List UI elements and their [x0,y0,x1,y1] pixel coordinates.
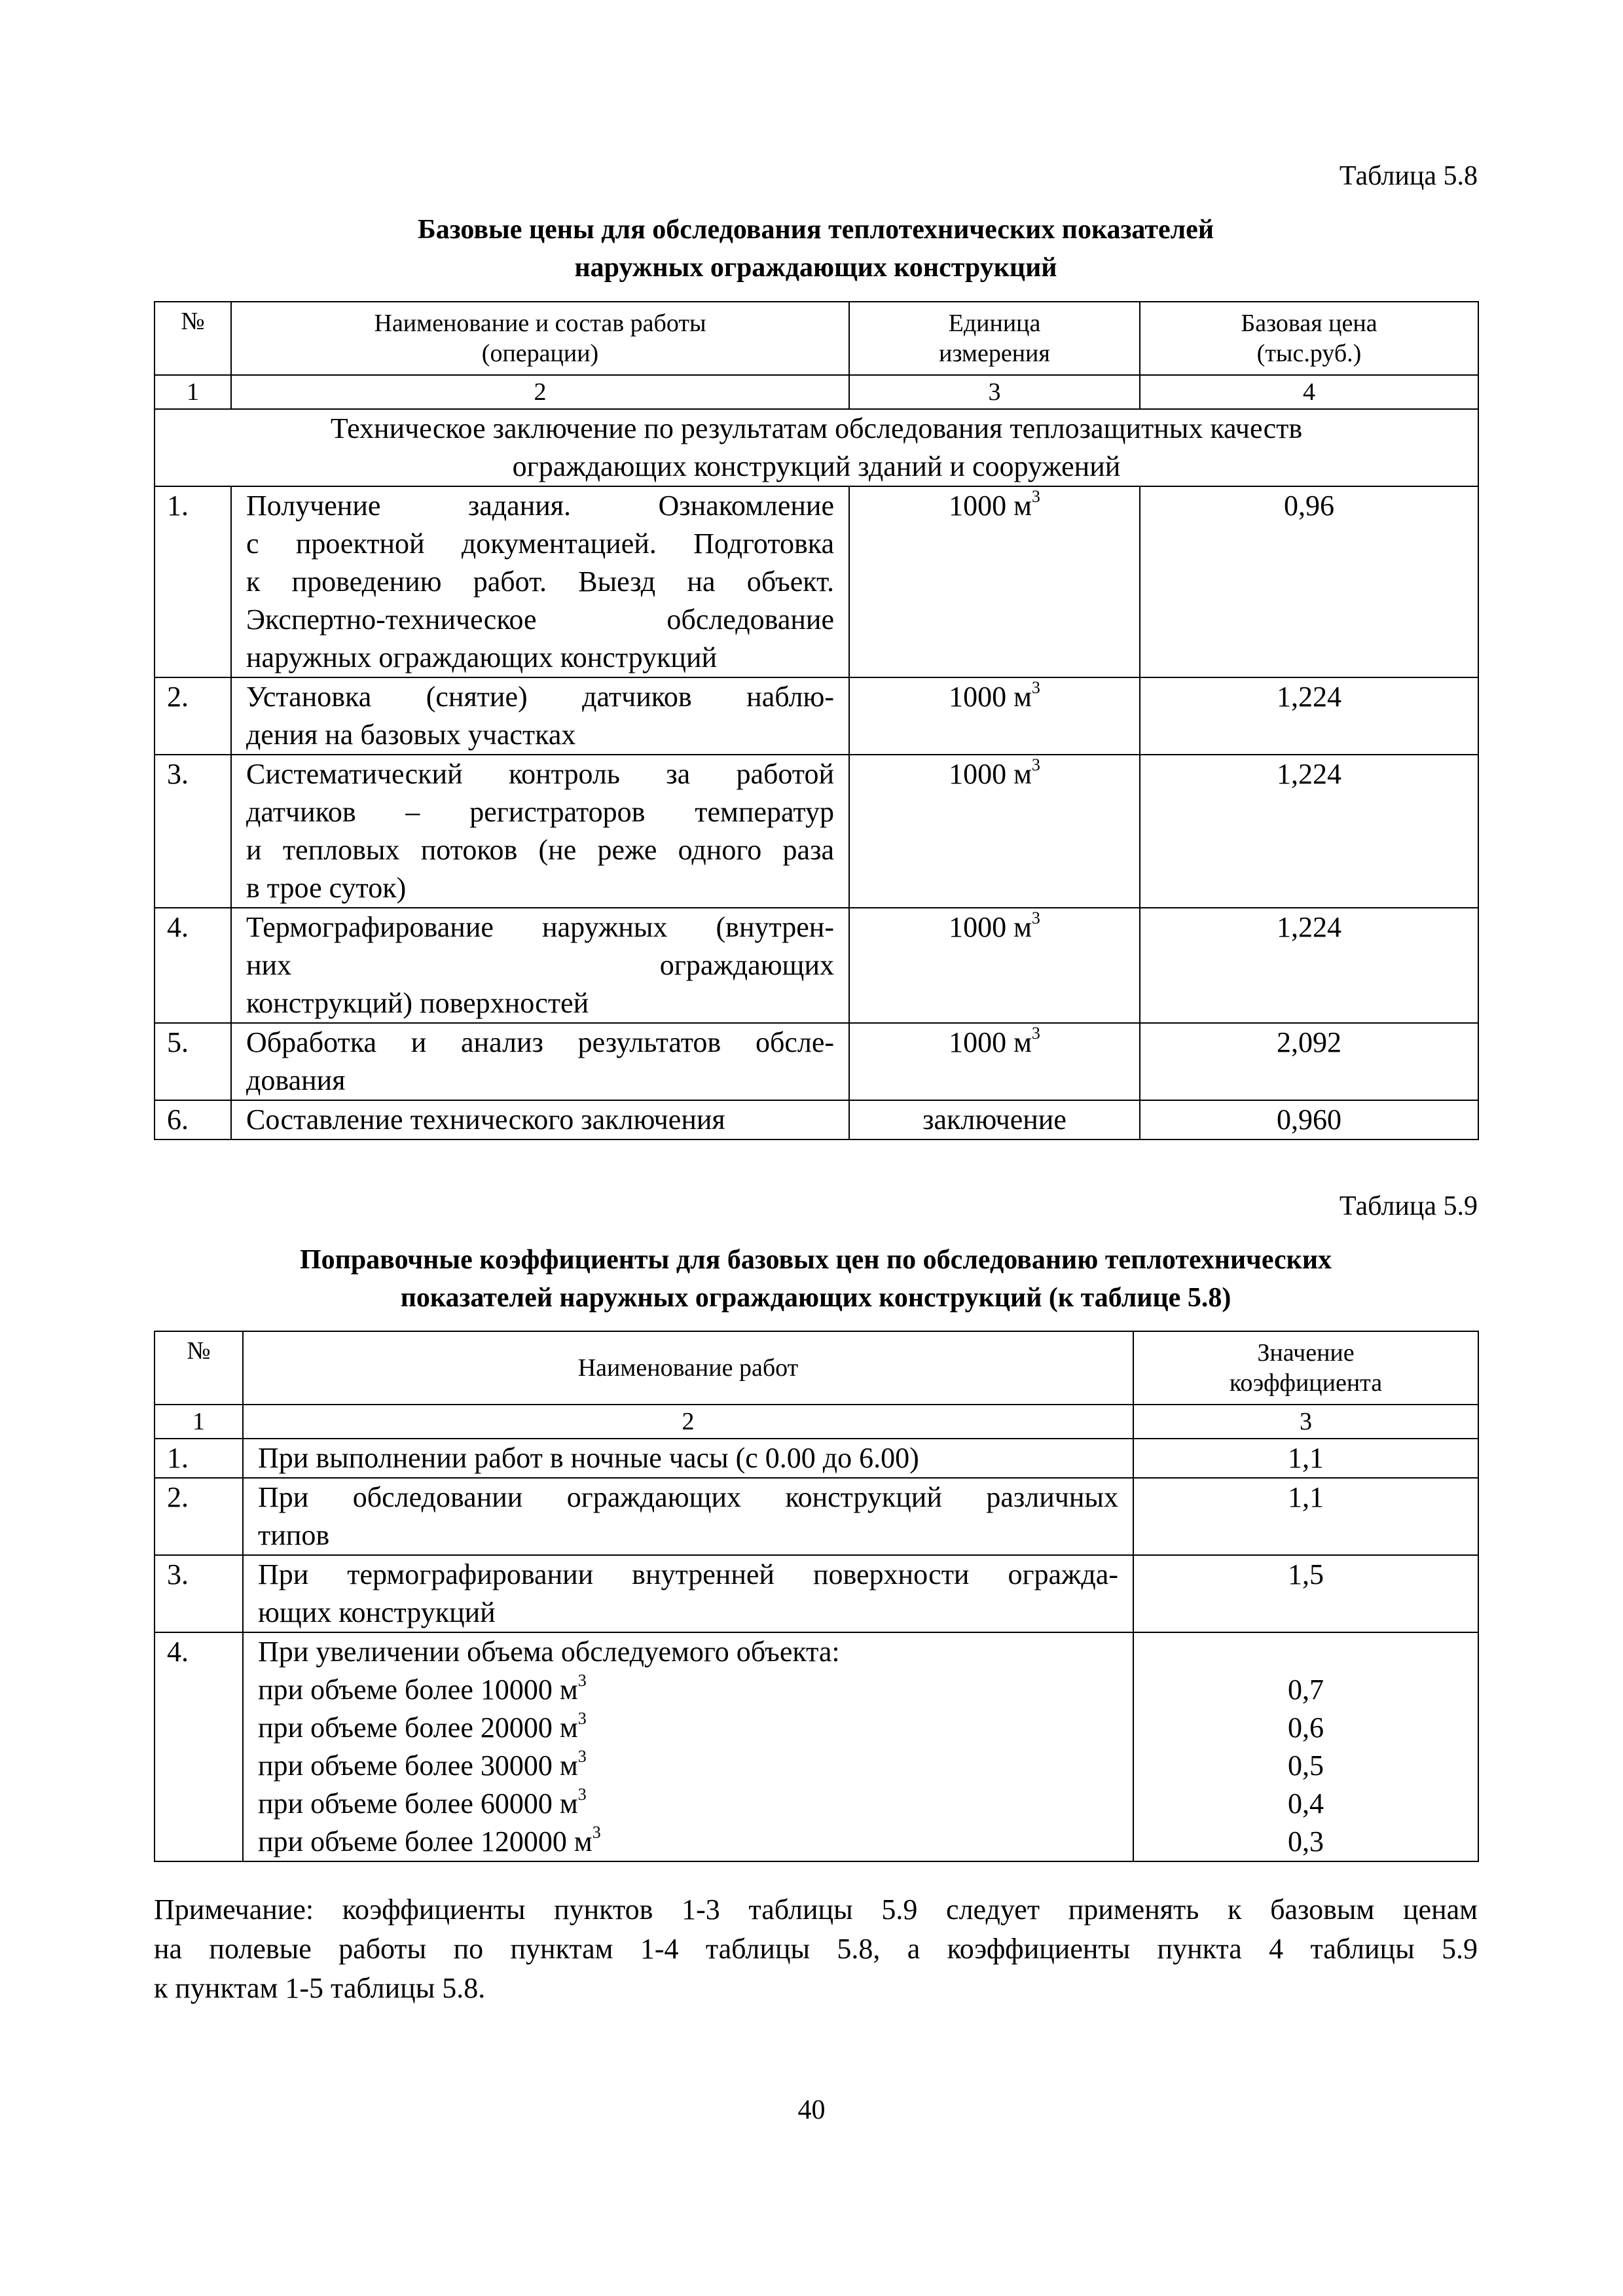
row-unit: заключение [849,1100,1140,1139]
row-description: Систематический контроль за работой датчиков – регистраторов температур и тепловых потоков (не реже одного раза в трое суток) [231,755,849,908]
row-number: 2. [155,1478,243,1555]
row-value: 1,1 [1133,1478,1478,1555]
row-price: 2,092 [1140,1023,1478,1100]
column-number: 2 [231,375,849,409]
section-row [155,409,1478,486]
table-5-9-title: Поправочные коэффициенты для базовых цен по обследованию теплотехнических показателей наружных ограждающих конструкций (к таблице 5.8) [299,1245,1332,1313]
row-description: При обследовании ограждающих конструкций различных типов [243,1478,1133,1555]
table-row [155,1555,1478,1632]
row-description: Термографирование наружных (внутрен- них ограждающих конструкций) поверхностей [231,908,849,1023]
header-unit: Единица измерения [849,302,1140,375]
table-5-8-label: Таблица 5.8 [1339,161,1478,191]
row-price: 1,224 [1140,755,1478,908]
row-price: 1,224 [1140,908,1478,1023]
column-number-row [155,1405,1478,1439]
page-number: 40 [797,2095,826,2125]
row-description: Установка (снятие) датчиков наблю- дения на базовых участках [231,677,849,755]
column-number: 3 [849,375,1140,409]
row-number: 4. [155,908,231,1023]
table-row [155,1100,1478,1139]
row-value: 1,5 [1133,1555,1478,1632]
header-name: Наименование и состав работы (операции) [231,302,849,375]
table-row [155,908,1478,1023]
header-name: Наименование работ [243,1331,1133,1405]
row-unit: 1000 $м^3$ [849,908,1140,1023]
table-5-9-label: Таблица 5.9 [1339,1191,1478,1221]
row-description: При выполнении работ в ночные часы (с 0.00 до 6.00) [243,1439,1133,1478]
table-header-row [155,302,1478,375]
column-number: 2 [243,1405,1133,1439]
column-number: 4 [1140,375,1478,409]
row-unit: 1000 $м^3$ [849,1023,1140,1100]
table-header-row [155,1331,1478,1405]
row-price: 0,960 [1140,1100,1478,1139]
table-row [155,1632,1478,1861]
row-unit: 1000 $м^3$ [849,677,1140,755]
column-number: 1 [155,1405,243,1439]
header-number: № [155,1331,243,1405]
table-5-8 [154,301,1479,1140]
row-description: Обработка и анализ результатов обсле- дования [231,1023,849,1100]
row-description: Получение задания. Ознакомление с проектной документацией. Подготовка к проведению работ. Выезд на объект. Экспертно-техническое обследование наружных ограждающих конструкций [231,486,849,677]
row-number: 6. [155,1100,231,1139]
table-5-9 [154,1331,1479,1862]
row-value: 1,1 [1133,1439,1478,1478]
row-number: 5. [155,1023,231,1100]
note-paragraph: Примечание: коэффициенты пунктов 1-3 таблицы 5.9 следует применять к базовым ценам на полевые работы по пунктам 1-4 таблицы 5.8, а коэффициенты пункта 4 таблицы 5.9 к пунктам 1-5 таблицы 5.8. [154,1893,1478,2004]
table-5-8-title: Базовые цены для обследования теплотехнических показателей наружных ограждающих конструкций [417,215,1214,283]
table-row [155,1439,1478,1478]
header-number: № [155,302,231,375]
table-row [155,1478,1478,1555]
row-value: 0,7 0,6 0,5 0,4 0,3 [1133,1632,1478,1861]
row-number: 3. [155,755,231,908]
row-price: 1,224 [1140,677,1478,755]
row-number: 4. [155,1632,243,1861]
row-description: При увеличении объема обследуемого объекта: при объеме более 10000 $м^3$ при объеме более 20000 $м^3$ при объеме более 30000 $м^3$ при объеме более 60000 $м^3$ при объеме более 120000 $м^3$ [243,1632,1133,1861]
row-price: 0,96 [1140,486,1478,677]
row-description: При термографировании внутренней поверхности огражда- ющих конструкций [243,1555,1133,1632]
column-number-row [155,375,1478,409]
table-row [155,486,1478,677]
section-title: Техническое заключение по результатам обследования теплозащитных качеств ограждающих конструкций зданий и сооружений [155,409,1478,486]
row-unit: 1000 $м^3$ [849,486,1140,677]
column-number: 1 [155,375,231,409]
table-row [155,1023,1478,1100]
header-value: Значение коэффициента [1133,1331,1478,1405]
row-number: 1. [155,1439,243,1478]
row-number: 1. [155,486,231,677]
table-row [155,755,1478,908]
header-price: Базовая цена (тыс.руб.) [1140,302,1478,375]
row-description: Составление технического заключения [231,1100,849,1139]
column-number: 3 [1133,1405,1478,1439]
table-row [155,677,1478,755]
row-number: 3. [155,1555,243,1632]
row-number: 2. [155,677,231,755]
row-unit: 1000 $м^3$ [849,755,1140,908]
